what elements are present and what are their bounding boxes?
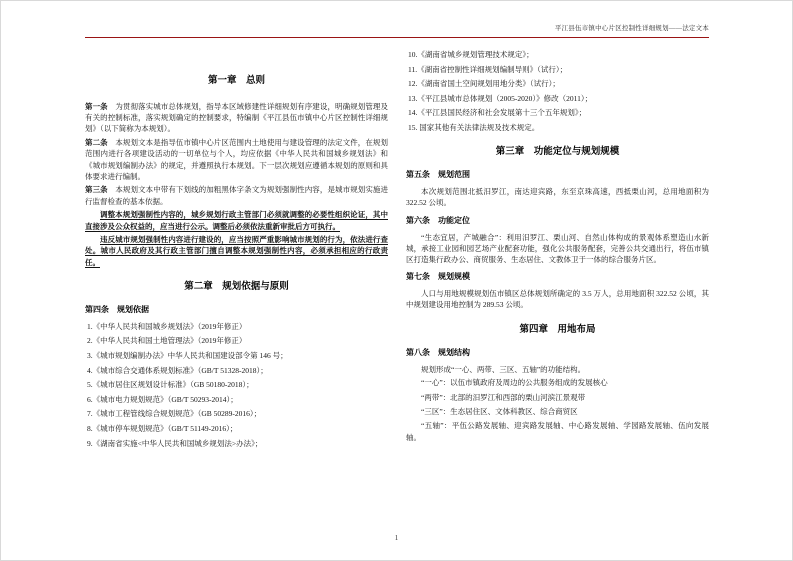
basis-list-item: 12.《湖南省国土空间规划用地分类》（试行）； — [408, 79, 560, 89]
article-1-text: 为贯彻落实城市总体规划，指导本区域修建性详细规划有序建设，明确规划管理及有关的控制标准，落实规划确定的控制要求，特编制《平江县伍市镇中心片区控制性详细规划》（以下简称为本规划）。 — [85, 102, 389, 134]
article-6-text: “生态宜居，产城融合”：利用汨罗江、栗山河、自然山体构成的景观体系塑造山水新城，承接工业园和园艺场产业配套功能，强化公共服务配套，完善公共交通出行，将伍市镇区打造集行政办公、商贸服务、生态居住、文教体卫于一体的综合服务片区。 — [406, 232, 709, 264]
chapter-1-title: 第一章 总则 — [207, 76, 265, 86]
article-6-title: 第六条 功能定位 — [406, 215, 470, 225]
basis-list-item: 1.《中华人民共和国城乡规划法》（2019年修正） — [87, 321, 247, 331]
basis-list-item: 9.《湖南省实施<中华人民共和国城乡规划法>办法》； — [87, 438, 263, 448]
article-2 — [85, 137, 388, 182]
basis-list-item: 7.《城市工程管线综合规划规范》（GB 50289-2016）； — [87, 409, 262, 419]
header-rule-divider — [85, 37, 709, 38]
article-3 — [85, 184, 388, 206]
basis-list-item: 3.《城市规划编制办法》中华人民共和国建设部令第 146 号； — [87, 351, 288, 361]
article-3-label: 第三条 — [85, 185, 108, 195]
page-number: 1 — [394, 534, 399, 542]
basis-list-item: 8.《城市停车规划规范》（GB/T 51149-2016）； — [87, 424, 238, 433]
article-8-text: 规划形成“一心、两带、三区、五轴”的功能结构。 — [421, 364, 586, 374]
structure-line: “五轴”：平伍公路发展轴、迎宾路发展轴、中心路发展轴、学园路发展轴、伍向发展轴。 — [406, 421, 709, 442]
structure-line: “两带”：北部的汨罗江和西部的栗山河滨江景观带 — [421, 392, 586, 402]
article-2-text: 本规划文本是指导伍市镇中心片区范围内土地使用与建设管理的法定文件，在规划范围内进行各项建设活动的一切单位与个人，均应依据《中华人民共和国城乡规划法》和《城市规划编制办法》的规定，并遵照执行本规划。下一层次规划应遵循本规划的原则和具体要求进行编制。 — [85, 138, 389, 181]
article-7-text: 人口与用地规模规划伍市镇区总体规划所确定的 3.5 万人，总用地面积 322.52 公顷，其中规划建设用地控制为 289.53 公顷。 — [406, 289, 709, 310]
article-7-title: 第七条 规划规模 — [406, 272, 470, 282]
basis-list-item: 6.《城市电力规划规范》（GB/T 50293-2014）； — [87, 394, 238, 404]
mandatory-clause-2: 违反城市规划强制性内容进行建设的，应当按照严重影响城市规划的行为，依法进行查处。城市人民政府及其行政主管部门擅自调整本规划强制性内容，必须承担相应的行政责任。 — [85, 235, 388, 267]
page-body — [85, 49, 709, 532]
chapter-2-title: 第二章 规划依据与原则 — [184, 281, 289, 292]
basis-list-item: 4.《城市综合交通体系规划标准》（GB/T 51328-2018）； — [87, 365, 268, 375]
chapter-3-title: 第三章 功能定位与规划规模 — [495, 147, 620, 158]
basis-list-item: 11.《湖南省控制性详细规划编制导则》（试行）； — [408, 64, 568, 74]
article-1 — [85, 101, 388, 135]
running-header: 平江县伍市镇中心片区控制性详细规划——法定文本 — [554, 25, 709, 32]
basis-list-item: 15. 国家其他有关法律法规及技术规定。 — [408, 122, 540, 132]
basis-list-item: 2.《中华人民共和国土地管理法》（2019年修正） — [87, 336, 247, 346]
mandatory-clause-1: 调整本规划强制性内容的，城乡规划行政主管部门必须就调整的必要性组织论证，其中直接涉及公众权益的，应当进行公示。调整后必须依法重新审批后方可执行。 — [85, 210, 388, 231]
basis-list-item: 13.《平江县城市总体规划（2005-2020）》修改（2011）； — [408, 93, 593, 103]
article-3-text: 本规划文本中带有下划线的加粗黑体字条文为规划强制性内容，是城市规划实施进行监督检查的基本依据。 — [85, 185, 389, 206]
left-column — [85, 49, 388, 532]
right-column — [406, 49, 709, 532]
structure-line: “三区”：生态居住区、文体科教区、综合商贸区 — [421, 407, 578, 417]
article-5-text: 本次规划范围北抵汨罗江，南达迎宾路，东至京珠高速，西抵栗山河，总用地面积为 322.52 公顷。 — [406, 187, 709, 208]
basis-list-item: 5.《城市居住区规划设计标准》（GB 50180-2018）； — [87, 380, 254, 390]
article-4-title: 第四条 规划依据 — [85, 304, 149, 314]
basis-list-item: 10.《湖南省城乡规划管理技术规定》； — [408, 50, 534, 59]
article-5-title: 第五条 规划范围 — [406, 170, 470, 180]
structure-line: “一心”：以伍市镇政府及周边的公共服务组成的发展核心 — [421, 378, 608, 388]
article-1-label: 第一条 — [85, 102, 108, 111]
basis-list-item: 14.《平江县国民经济和社会发展第十三个五年规划》； — [408, 108, 587, 118]
article-2-label: 第二条 — [85, 138, 108, 148]
article-8-title: 第八条 规划结构 — [406, 347, 470, 357]
chapter-4-title: 第四章 用地布局 — [519, 324, 596, 335]
